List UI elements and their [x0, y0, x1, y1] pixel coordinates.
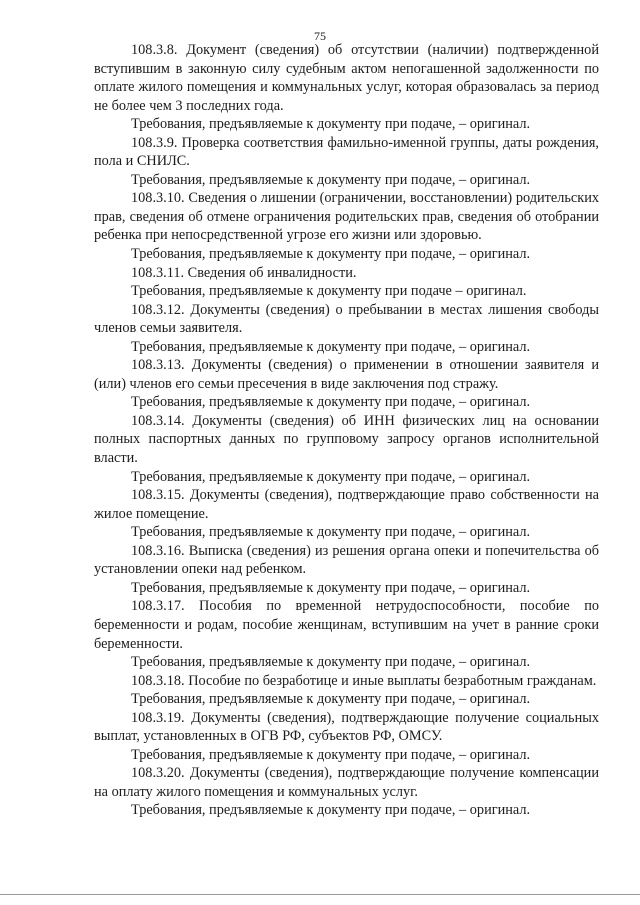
requirement-text: Требования, предъявляемые к документу при подаче – оригинал. — [131, 283, 527, 300]
item-108-3-8: 108.3.8. Документ (сведения) об отсутствии (наличии) подтвержденной вступившим в законную силу судебным актом непогашенной задолженности по оплате жилого помещения и коммунальных услуг, которая образовалась за период не более чем 3 последних года. — [94, 42, 599, 114]
requirement-text: Требования, предъявляемые к документу при подаче, – оригинал. — [131, 116, 531, 133]
item-108-3-14: 108.3.14. Документы (сведения) об ИНН физических лиц на основании полных паспортных данных по групповому запросу органов исполнительной власти. — [94, 412, 599, 467]
requirement-text: Требования, предъявляемые к документу при подаче, – оригинал. — [131, 338, 531, 355]
requirement-text: Требования, предъявляемые к документу при подаче, – оригинал. — [131, 654, 531, 671]
requirement-text: Требования, предъявляемые к документу при подаче, – оригинал. — [131, 394, 531, 411]
item-108-3-10: 108.3.10. Сведения о лишении (ограничении, восстановлении) родительских прав, сведения об отмене ограничения родительских прав, сведения об отобрании ребенка при непосредственной угрозе его жизни или здоровью. — [94, 190, 599, 244]
requirement-text: Требования, предъявляемые к документу при подаче, – оригинал. — [131, 524, 531, 541]
item-108-3-9: 108.3.9. Проверка соответствия фамильно-именной группы, даты рождения, пола и СНИЛС. — [94, 134, 599, 170]
item-108-3-17: 108.3.17. Пособия по временной нетрудоспособности, пособие по беременности и родам, пособие женщинам, вступившим на учет в ранние сроки беременности. — [94, 598, 599, 652]
item-108-3-12: 108.3.12. Документы (сведения) о пребывании в местах лишения свободы членов семьи заявителя. — [94, 301, 599, 337]
requirement-text: Требования, предъявляемые к документу при подаче, – оригинал. — [131, 802, 531, 819]
document-body — [94, 41, 599, 820]
item-108-3-11: 108.3.11. Сведения об инвалидности. — [131, 264, 357, 281]
item-108-3-15: 108.3.15. Документы (сведения), подтверждающие право собственности на жилое помещение. — [94, 487, 599, 522]
requirement-text: Требования, предъявляемые к документу при подаче, – оригинал. — [131, 746, 531, 763]
requirement-text: Требования, предъявляемые к документу при подаче, – оригинал. — [131, 171, 531, 188]
requirement-text: Требования, предъявляемые к документу при подаче, – оригинал. — [131, 246, 531, 263]
item-108-3-18: 108.3.18. Пособие по безработице и иные выплаты безработным гражданам. — [131, 672, 597, 689]
item-108-3-20: 108.3.20. Документы (сведения), подтверждающие получение компенсации на оплату жилого помещения и коммунальных услуг. — [94, 765, 599, 800]
item-108-3-13: 108.3.13. Документы (сведения) о применении в отношении заявителя и (или) членов его семьи пресечения в виде заключения под стражу. — [94, 357, 599, 392]
scan-edge-divider — [0, 894, 640, 895]
requirement-text: Требования, предъявляемые к документу при подаче, – оригинал. — [131, 691, 531, 708]
item-108-3-16: 108.3.16. Выписка (сведения) из решения органа опеки и попечительства об установлении опеки над ребенком. — [94, 542, 599, 578]
requirement-text: Требования, предъявляемые к документу при подаче, – оригинал. — [131, 468, 531, 485]
requirement-text: Требования, предъявляемые к документу при подаче, – оригинал. — [131, 579, 531, 596]
page-number: 75 — [314, 29, 326, 43]
item-108-3-19: 108.3.19. Документы (сведения), подтверждающие получение социальных выплат, установленных в ОГВ РФ, субъектов РФ, ОМСУ. — [94, 709, 599, 745]
